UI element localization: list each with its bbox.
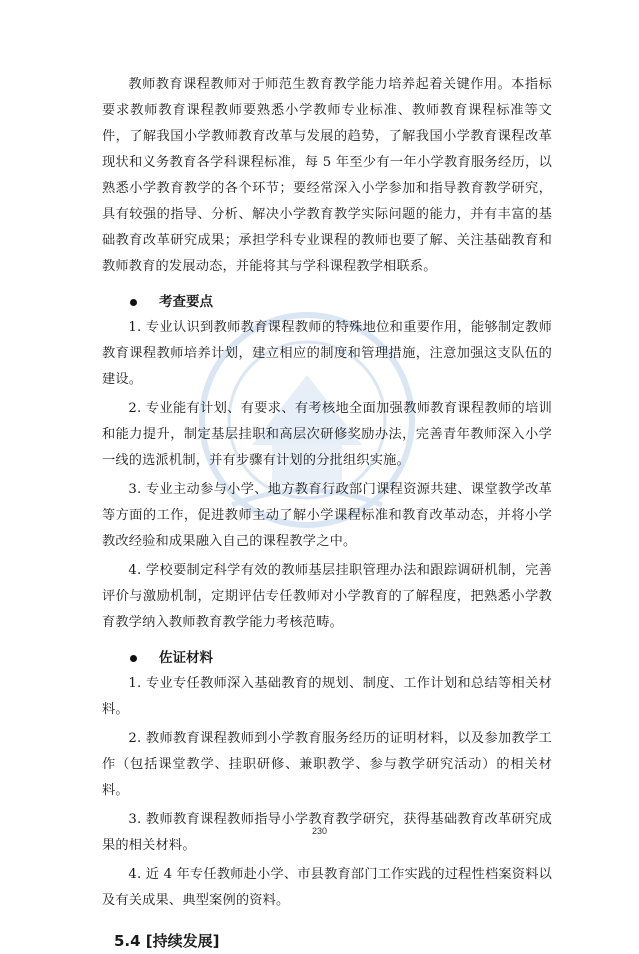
evidence-heading-label: 佐证材料 (159, 650, 213, 666)
evidence-item: 2. 教师教育课程教师到小学教育服务经历的证明材料，以及参加教学工作（包括课堂教学、挂职研修、兼职教学、参与教学研究活动）的相关材料。 (102, 731, 552, 798)
inspection-item: 2. 专业能有计划、有要求、有考核地全面加强教师教育课程教师的培训和能力提升，制定基层挂职和高层次研修奖励办法，完善青年教师深入小学一线的选派机制，并有步骤有计划的分批组织实施。 (102, 401, 552, 468)
inspection-heading (102, 289, 552, 315)
main-content (102, 72, 552, 954)
inspection-item: 1. 专业认识到教师教育课程教师的特殊地位和重要作用，能够制定教师教育课程教师培养计划，建立相应的制度和管理措施，注意加强这支队伍的建设。 (102, 320, 552, 387)
evidence-heading (102, 645, 552, 671)
inspection-item: 4. 学校要制定科学有效的教师基层挂职管理办法和跟踪调研机制，完善评价与激励机制，定期评估专任教师对小学教育的了解程度，把熟悉小学教育教学纳入教师教育教学能力考核范畴。 (102, 563, 552, 630)
inspection-heading-label: 考查要点 (159, 294, 213, 310)
evidence-item: 1. 专业专任教师深入基础教育的规划、制度、工作计划和总结等相关材料。 (102, 676, 552, 717)
inspection-item: 3. 专业主动参与小学、地方教育行政部门课程资源共建、课堂教学改革等方面的工作，促进教师主动了解小学课程标准和教育改革动态，并将小学教改经验和成果融入自己的课程教学之中。 (102, 482, 552, 549)
evidence-item: 3. 教师教育课程教师指导小学教育教学研究，获得基础教育改革研究成果的相关材料。 (102, 812, 552, 853)
section-title: 5.4 [持续发展] (114, 932, 220, 950)
evidence-item: 4. 近 4 年专任教师赴小学、市县教育部门工作实践的过程性档案资料以及有关成果、典型案例的资料。 (102, 867, 552, 908)
bullet-icon (130, 299, 137, 306)
bullet-icon (130, 655, 137, 662)
intro-paragraph: 教师教育课程教师对于师范生教育教学能力培养起着关键作用。本指标要求教师教育课程教师要熟悉小学教师专业标准、教师教育课程标准等文件，了解我国小学教师教育改革与发展的趋势，了解我国小学教育课程改革现状和义务教育各学科课程标准，每 5 年至少有一年小学教育服务经历，以熟悉小学教育教学的各个环节；要经常深入小学参加和指导教育教学研究，具有较强的指导、分析、解决小学教育教学实际问题的能力，并有丰富的基础教育改革研究成果；承担学科专业课程的教师也要了解、关注基础教育和教师教育的发展动态，并能将其与学科课程教学相联系。 (102, 77, 552, 274)
page-number: 230 (311, 826, 328, 836)
